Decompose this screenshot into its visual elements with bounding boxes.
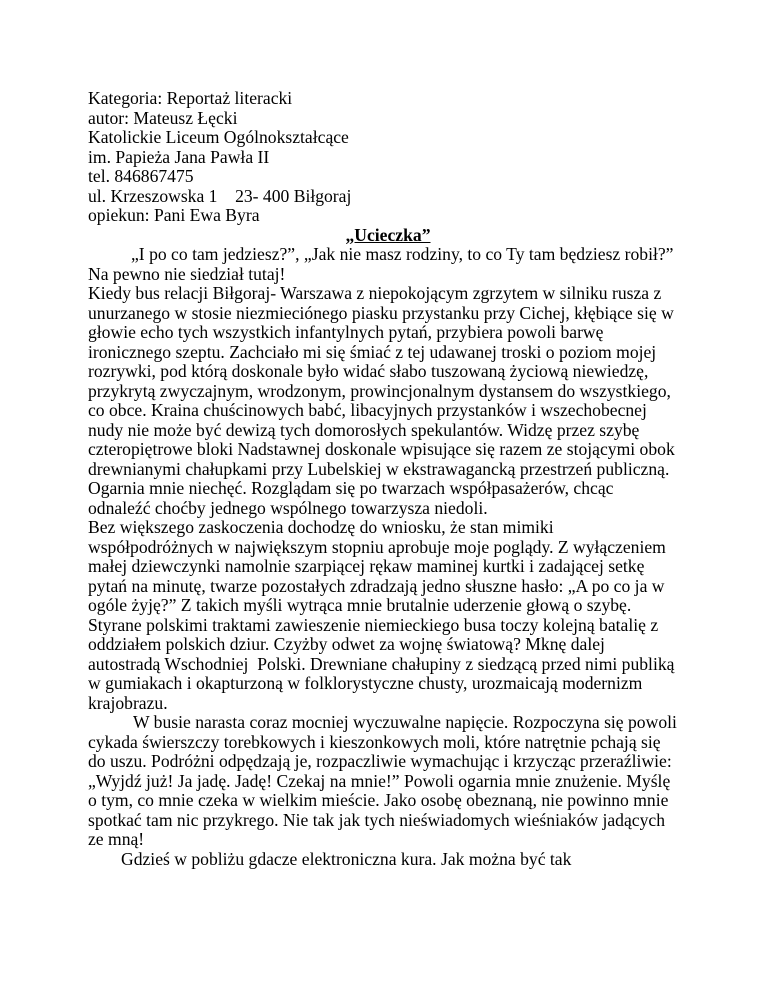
document-title: „Ucieczka” xyxy=(345,224,431,245)
body-line: ogóle żyję?” Z takich myśli wytrąca mnie brutalnie uderzenie głową o szybę. xyxy=(88,595,632,615)
body-line: do uszu. Podróżni odpędzają je, rozpaczliwie wymachując i krzycząc przeraźliwie: xyxy=(88,751,672,771)
body-line: ze mną! xyxy=(88,829,145,849)
body-line: cykada świerszczy torebkowych i kieszonkowych moli, które natrętnie pchają się xyxy=(88,731,661,752)
school-name-line: im. Papieża Jana Pawła II xyxy=(88,146,270,167)
body-line: przykrytą zwyczajnym, wrodzonym, prowincjonalnym dystansem do wszystkiego, xyxy=(88,380,671,401)
category-line: Kategoria: Reportaż literacki xyxy=(88,88,293,108)
address-line: ul. Krzeszowska 1 23- 400 Biłgoraj xyxy=(88,185,352,206)
body-line: co obce. Kraina chuścinowych babć, libacyjnych przystanków i wszechobecnej xyxy=(88,400,647,420)
supervisor-line: opiekun: Pani Ewa Byra xyxy=(88,205,260,225)
body-line: rozrywki, pod którą doskonale było widać słabo tuszowaną życiową niewiedzę, xyxy=(88,361,649,381)
school-line: Katolickie Liceum Ogólnokształcące xyxy=(88,127,349,147)
body-line: W busie narasta coraz mocniej wyczuwalne napięcie. Rozpoczyna się powoli xyxy=(133,712,677,732)
body-line: drewnianymi chałupkami przy Lubelskiej w ekstrawagancką przestrzeń publiczną. xyxy=(88,458,670,479)
body-line: „Wyjdź już! Ja jadę. Jadę! Czekaj na mnie!” Powoli ogarnia mnie znużenie. Myślę xyxy=(88,770,671,791)
body-line: unurzanego w stosie niezmieciónego piasku przystanku przy Cichej, kłębiące się w xyxy=(88,302,674,323)
body-line: oddziałem polskich dziur. Czyżby odwet za wojnę światową? Mknę dalej xyxy=(88,634,605,654)
body-line: autostradą Wschodniej Polski. Drewniane chałupiny z siedzącą przed nimi publiką xyxy=(88,653,675,674)
body-line: ironicznego szeptu. Zachciało mi się śmiać z tej udawanej troski o poziom mojej xyxy=(88,341,657,362)
body-line: Ogarnia mnie niechęć. Rozglądam się po twarzach współpasażerów, chcąc xyxy=(88,478,614,498)
body-line: „I po co tam jedziesz?”, „Jak nie masz rodziny, to co Ty tam będziesz robił?” xyxy=(131,244,674,264)
phone-line: tel. 846867475 xyxy=(88,166,194,186)
body-line: czteropiętrowe bloki Nadstawnej doskonale wpisujące się razem ze stojącymi obok xyxy=(88,439,675,459)
author-line: autor: Mateusz Łęcki xyxy=(88,107,238,128)
body-line: współpodróżnych w największym stopniu aprobuje moje poglądy. Z wyłączeniem xyxy=(88,536,666,557)
body-line: spotkać tam nic przykrego. Nie tak jak tych nieświadomych wieśniaków jadących xyxy=(88,809,665,830)
body-line: małej dziewczynki namolnie szarpiącej rękaw maminej kurtki i zadającej setkę xyxy=(88,556,645,576)
body-line: odnaleźć choćby jednego wspólnego towarzysza niedoli. xyxy=(88,497,488,518)
body-line: Styrane polskimi traktami zawieszenie niemieckiego busa toczy kolejną batalię z xyxy=(88,614,659,635)
body-line: Bez większego zaskoczenia dochodzę do wniosku, że stan mimiki xyxy=(88,517,554,537)
document-page xyxy=(88,89,688,869)
body-line: Na pewno nie siedział tutaj! xyxy=(88,263,286,284)
body-line: pytań na minutę, twarze pozostałych zdradzają jedno słuszne hasło: „A po co ja w xyxy=(88,575,665,596)
body-line: o tym, co mnie czeka w wielkim mieście. Jako osobę obeznaną, nie powinno mnie xyxy=(88,790,669,810)
body-line: Gdzieś w pobliżu gdacze elektroniczna kura. Jak można być tak xyxy=(121,848,572,869)
body-line: Kiedy bus relacji Biłgoraj- Warszawa z niepokojącym zgrzytem w silniku rusza z xyxy=(88,283,662,303)
body-line: głowie echo tych wszystkich infantylnych pytań, przybiera powoli barwę xyxy=(88,322,604,342)
body-line: w gumiakach i okapturzoną w folklorystyczne chusty, urozmaicają modernizm xyxy=(88,673,643,693)
body-line: nudy nie może być dewizą tych domorosłych spekulantów. Widzę przez szybę xyxy=(88,419,640,440)
body-line: krajobrazu. xyxy=(88,692,168,713)
